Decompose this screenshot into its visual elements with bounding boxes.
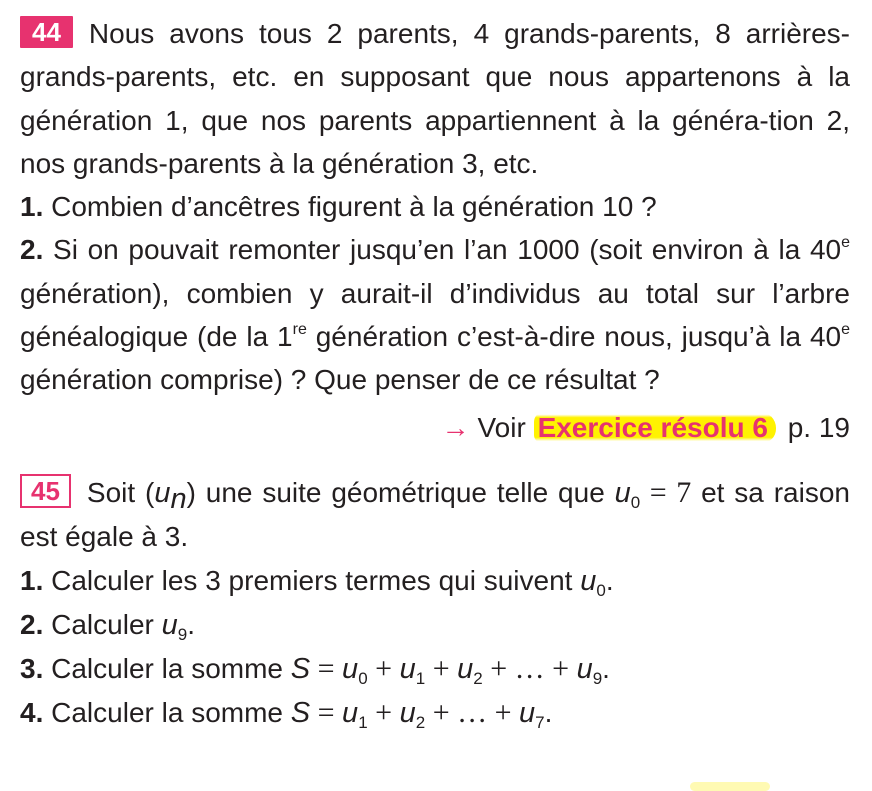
math-var-u: u	[342, 697, 359, 730]
intro-text: ) une suite géométrique telle que	[186, 476, 615, 508]
question-text: Combien d’ancêtres figurent à la génération 10 ?	[51, 191, 657, 223]
math-var-u: u	[457, 653, 474, 686]
exercise-45-intro	[20, 471, 850, 559]
superscript-e: e	[841, 234, 850, 252]
reference-voir: Voir	[477, 411, 526, 443]
period: .	[605, 564, 614, 596]
math-sub: 2	[415, 713, 426, 733]
math-op: +	[482, 652, 515, 686]
exercise-45-question-4	[20, 691, 850, 735]
math-var-u: u	[399, 697, 416, 730]
exercise-44-intro-text: Nous avons tous 2 parents, 4 grands-parents, 8 arrières-grands-parents, etc. en supposant que nous appartenons à la génération 1, que nos parents appartiennent à la généra-tion 2, nos grands-parents à la génération 3, etc.	[20, 18, 850, 179]
math-equals-7: = 7	[640, 475, 692, 509]
question-number: 1.	[20, 191, 44, 223]
exercise-44-intro	[20, 12, 850, 185]
math-sub: 7	[535, 713, 545, 733]
question-number: 2.	[20, 234, 44, 266]
question-text: Calculer la somme	[51, 697, 291, 729]
solved-exercise-link[interactable]: Exercice résolu 6	[534, 412, 776, 443]
arrow-right-icon: →	[441, 411, 470, 443]
math-var-u: u	[614, 476, 631, 509]
math-var-S: S	[290, 653, 311, 686]
math-var-u: u	[161, 608, 178, 641]
exercise-44-badge: 44	[20, 16, 73, 48]
math-var-S: S	[290, 697, 311, 730]
math-var-u: u	[342, 653, 359, 686]
period: .	[187, 608, 196, 640]
math-op: +	[552, 652, 577, 686]
period: .	[544, 697, 553, 729]
math-sub: 0	[358, 669, 368, 689]
question-number: 2.	[20, 608, 44, 640]
question-number: 3.	[20, 653, 44, 685]
math-sub: 2	[473, 669, 483, 689]
exercise-45-question-3	[20, 647, 850, 691]
exercise-44-question-2	[20, 228, 850, 401]
highlight-smudge	[690, 782, 770, 791]
question-text: Calculer les 3 premiers termes qui suivent	[51, 564, 581, 596]
question-number: 1.	[20, 564, 44, 596]
math-var-u: u	[519, 697, 536, 730]
math-sub-n: n	[170, 482, 187, 515]
math-sub: 0	[596, 580, 606, 600]
math-op: +	[425, 696, 458, 730]
math-op: =	[310, 696, 343, 730]
question-text-part: génération comprise) ? Que penser de ce résultat ?	[20, 364, 660, 396]
question-text: Calculer la somme	[51, 653, 291, 685]
math-sub: 1	[415, 669, 426, 689]
math-op: +	[367, 696, 400, 730]
exercise-45-question-1	[20, 559, 850, 603]
textbook-page	[20, 12, 850, 736]
question-text-part: génération c’est-à-dire nous, jusqu’à la 40	[306, 321, 842, 353]
question-text-part: Si on pouvait remonter jusqu’en l’an 1000 (soit environ à la 40	[53, 234, 842, 266]
math-dots: …	[457, 696, 495, 730]
solved-exercise-reference	[20, 406, 850, 449]
math-var-u: u	[399, 653, 416, 686]
math-sub: 1	[358, 713, 368, 733]
math-op: +	[494, 696, 520, 730]
math-var-u: u	[580, 564, 597, 597]
math-op: =	[310, 652, 343, 686]
question-text-part: génération), combien y aurait-il d’individus au total sur l’arbre généalogique (de la 1	[20, 277, 850, 353]
math-var-u: u	[576, 653, 593, 686]
math-op: +	[425, 652, 458, 686]
exercise-44-question-1	[20, 185, 850, 228]
math-dots: …	[514, 652, 553, 686]
intro-text: et sa raison est égale à 3.	[20, 476, 850, 553]
question-text: Calculer	[51, 608, 162, 640]
superscript-re: re	[292, 321, 307, 339]
superscript-e: e	[841, 321, 850, 339]
math-op: +	[367, 652, 400, 686]
question-number: 4.	[20, 697, 44, 729]
math-sub: 9	[177, 624, 188, 644]
intro-text: Soit (	[86, 476, 155, 508]
reference-page: p. 19	[787, 411, 850, 443]
math-sub: 9	[592, 669, 603, 689]
math-var-u: u	[154, 476, 171, 509]
exercise-45-question-2	[20, 603, 850, 647]
math-sub: 0	[630, 492, 641, 512]
exercise-45-badge: 45	[20, 474, 71, 508]
period: .	[602, 653, 610, 685]
